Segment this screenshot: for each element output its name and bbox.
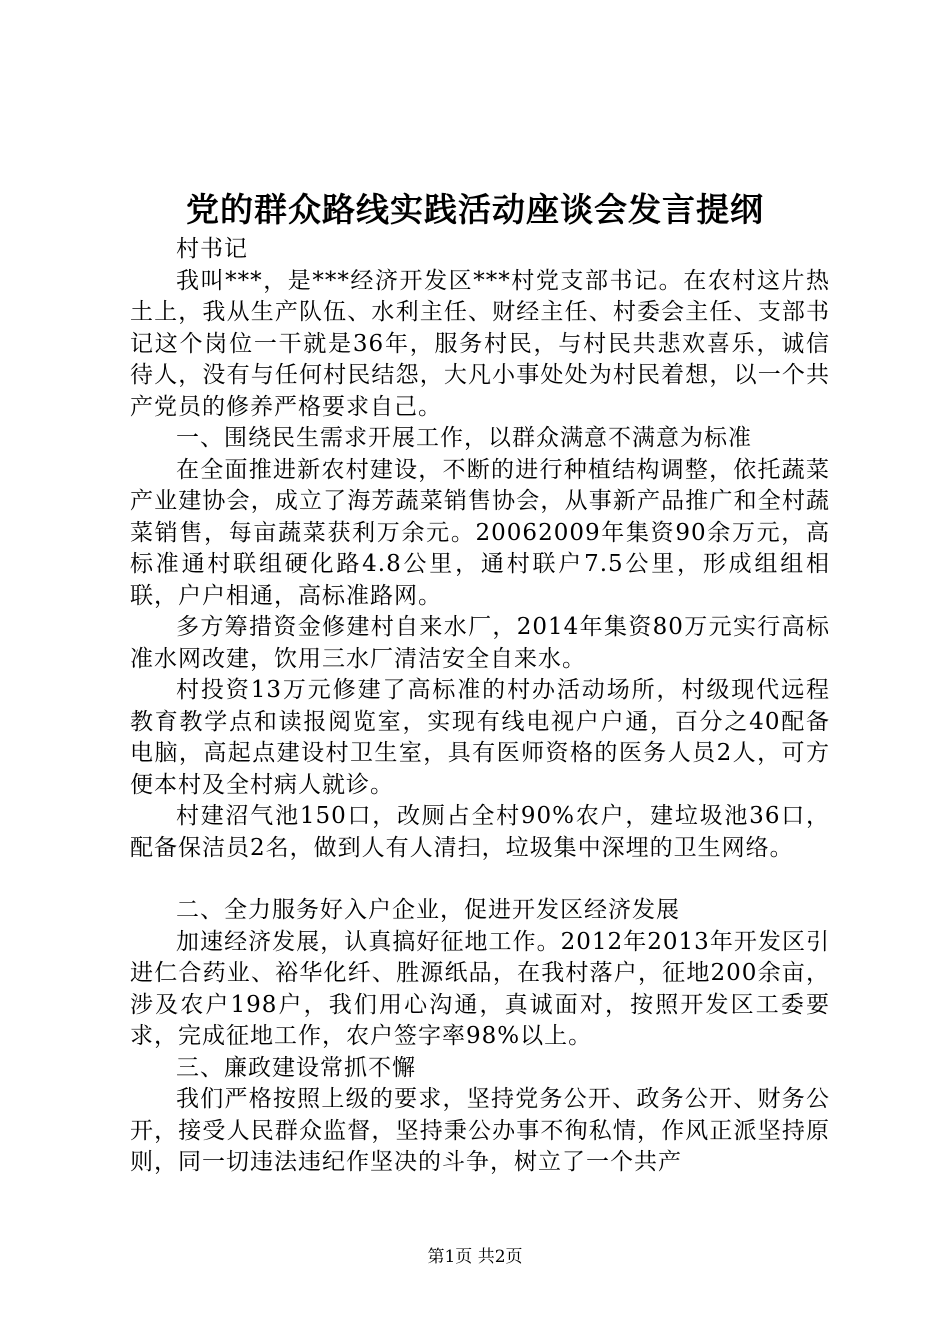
paragraph: 多方筹措资金修建村自来水厂，2014年集资80万元实行高标准水网改建，饮用三水厂清洁安全自来水。 — [130, 614, 830, 672]
document-body — [130, 234, 830, 1179]
paragraph: 加速经济发展，认真搞好征地工作。2012年2013年开发区引进仁合药业、裕华化纤、胜源纸品，在我村落户，征地200余亩，涉及农户198户，我们用心沟通，真诚面对，按照开发区工委要求，完成征地工作，农户签字率98%以上。 — [130, 928, 830, 1049]
paragraph: 我们严格按照上级的要求，坚持党务公开、政务公开、财务公开，接受人民群众监督，坚持秉公办事不徇私情，作风正派坚持原则，同一切违法违纪作坚决的斗争，树立了一个共产 — [130, 1086, 830, 1175]
paragraph: 我叫***，是***经济开发区***村党支部书记。在农村这片热土上，我从生产队伍、水利主任、财经主任、村委会主任、支部书记这个岗位一干就是36年，服务村民，与村民共悲欢喜乐，诚信待人，没有与任何村民结怨，大凡小事处处为村民着想，以一个共产党员的修养严格要求自己。 — [130, 267, 830, 420]
paragraph: 村建沼气池150口，改厕占全村90%农户，建垃圾池36口，配备保洁员2名，做到人有人清扫，垃圾集中深埋的卫生网络。 — [130, 803, 830, 861]
document-title: 党的群众路线实践活动座谈会发言提纲 — [186, 190, 764, 229]
paragraph: 村投资13万元修建了高标准的村办活动场所，村级现代远程教育教学点和读报阅览室，实现有线电视户户通，百分之40配备电脑，高起点建设村卫生室，具有医师资格的医务人员2人，可方便本村及全村病人就诊。 — [130, 677, 830, 798]
page-number: 第1页 共2页 — [427, 1247, 523, 1267]
section-heading: 一、围绕民生需求开展工作，以群众满意不满意为标准 — [176, 425, 752, 451]
section-heading: 二、全力服务好入户企业，促进开发区经济发展 — [176, 897, 680, 923]
author-line: 村书记 — [176, 236, 248, 262]
section-heading: 三、廉政建设常抓不懈 — [176, 1054, 416, 1081]
paragraph: 在全面推进新农村建设，不断的进行种植结构调整，依托蔬菜产业建协会，成立了海芳蔬菜销售协会，从事新产品推广和全村蔬菜销售，每亩蔬菜获利万余元。20062009年集资90余万元，高标准通村联组硬化路4.8公里，通村联户7.5公里，形成组组相联，户户相通，高标准路网。 — [130, 456, 830, 609]
